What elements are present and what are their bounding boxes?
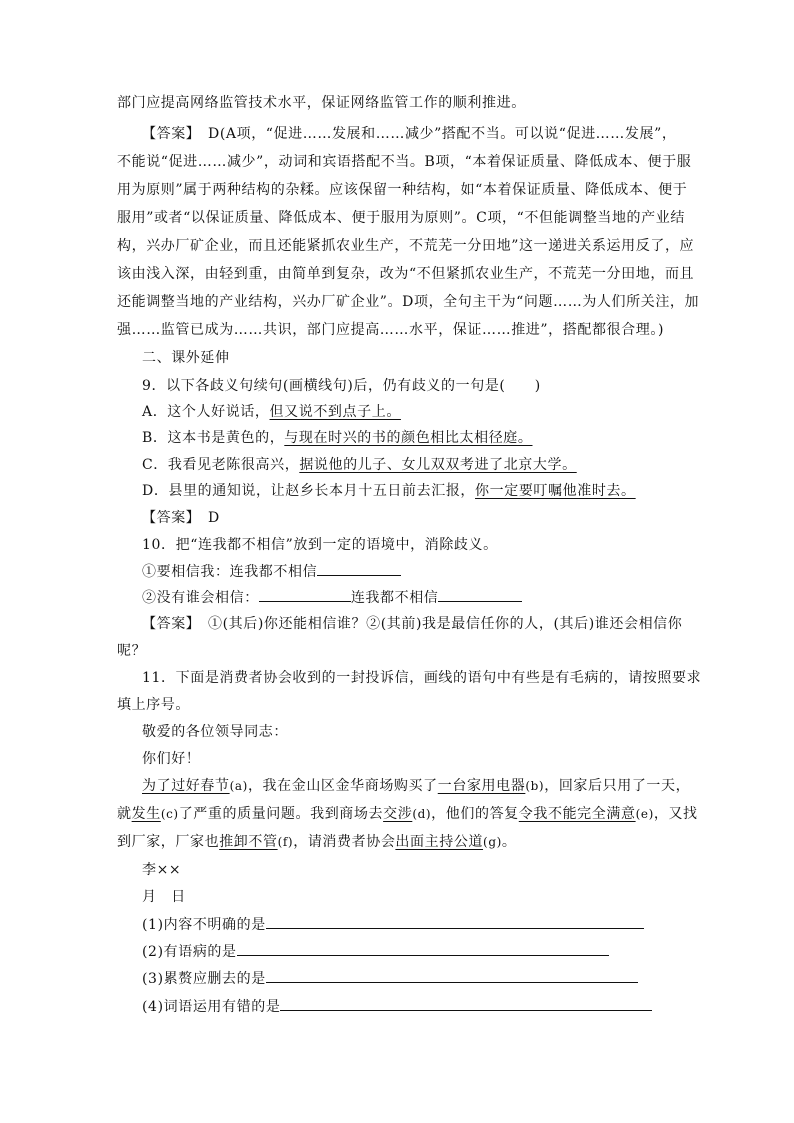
question-11-stem: 11．下面是消费者协会收到的一封投诉信，画线的语句中有些是有毛病的，请按照要求 — [142, 670, 702, 686]
underlined-phrase: 令我不能完全满意 — [518, 806, 636, 822]
answer-blank — [266, 914, 644, 929]
question-9-stem: 9．以下各歧义句续句(画横线句)后，仍有歧义的一句是( ) — [142, 378, 541, 394]
question-9-option-b: B．这本书是黄色的，与现在时兴的书的颜色相比太相径庭。 — [142, 430, 533, 446]
paragraph-continuation: 部门应提高网络监管技术水平，保证网络监管工作的顺利推进。 — [117, 95, 526, 111]
question-10-answer: 【答案】 ①(其后)你还能相信谁？②(其前)我是最信任你的人，(其后)谁还会相信你 — [142, 616, 683, 632]
phrase-marker: (d) — [412, 807, 432, 821]
underlined-phrase: 交涉 — [383, 806, 413, 822]
phrase-marker: (f) — [277, 835, 294, 849]
underlined-sentence: 与现在时兴的书的颜色相比太相径庭。 — [284, 430, 533, 446]
phrase-marker: (a) — [229, 779, 248, 793]
question-9-option-d: D．县里的通知说，让赵乡长本月十五日前去汇报，你一定要叮嘱他准时去。 — [142, 483, 636, 499]
letter-text: 。 — [501, 834, 517, 850]
letter-greeting: 你们好！ — [142, 751, 201, 767]
answer-8-line: 该由浅入深，由轻到重，由简单到复杂，改为“不但紧抓农业生产，不荒芜一分田地，而且 — [117, 266, 695, 282]
answer-blank — [266, 968, 638, 983]
answer-8-line: 不能说“促进……减少”，动词和宾语搭配不当。B项，“本着保证质量、降低成本、便于服 — [117, 154, 692, 170]
underlined-sentence: 你一定要叮嘱他准时去。 — [475, 483, 636, 499]
answer-blank — [280, 996, 652, 1011]
question-11-sub-4: (4)词语运用有错的是 — [142, 996, 652, 1017]
letter-text: 了严重的质量问题。我到商场去 — [178, 806, 384, 822]
answer-8-line: 用为原则”属于两种结构的杂糅。应该保留一种结构，如“本着保证质量、降低成本、便于 — [117, 182, 688, 198]
letter-text: ，回家后只用了一天， — [544, 778, 691, 794]
letter-text: ，我在金山区金华商场购买了 — [247, 778, 438, 794]
underlined-sentence: 据说他的儿子、女儿双双考进了北京大学。 — [299, 457, 577, 473]
underlined-phrase: 为了过好春节 — [142, 778, 230, 794]
question-9-option-c: C．我看见老陈很高兴，据说他的儿子、女儿双双考进了北京大学。 — [142, 457, 577, 473]
letter-text: ，他们的答复 — [431, 806, 519, 822]
letter-text: ，请消费者协会 — [293, 834, 396, 850]
phrase-marker: (b) — [525, 779, 545, 793]
underlined-phrase: 一台家用电器 — [437, 778, 526, 794]
underlined-phrase: 发生 — [131, 806, 161, 822]
phrase-marker: (g) — [483, 835, 502, 849]
underlined-sentence: 但又说不到点子上。 — [269, 404, 401, 420]
answer-blank — [237, 941, 609, 956]
letter-text: ，又找 — [653, 806, 698, 822]
underlined-phrase: 推卸不管 — [219, 834, 278, 850]
question-10-item-1: ①要相信我：连我都不相信 — [142, 561, 401, 582]
question-9-answer: 【答案】 D — [142, 510, 220, 526]
question-11-stem-cont: 填上序号。 — [117, 697, 190, 713]
letter-body-line — [117, 832, 517, 852]
letter-salutation: 敬爱的各位领导同志： — [142, 724, 288, 740]
question-11-sub-1: (1)内容不明确的是 — [142, 914, 644, 935]
question-10-stem: 10．把“连我都不相信”放到一定的语境中，消除歧义。 — [142, 537, 498, 553]
answer-8-line: 强……监管已成为……共识，部门应提高……水平，保证……推进”，搭配都很合理。) — [117, 322, 665, 338]
answer-8-line: 还能调整当地的产业结构，兴办厂矿企业”。D项，全句主干为“问题……为人们所关注，加 — [117, 294, 700, 310]
letter-body-line — [117, 804, 698, 824]
section-heading: 二、课外延伸 — [142, 350, 230, 366]
letter-signature: 李×× — [142, 862, 182, 878]
question-9-option-a: A．这个人好说话，但又说不到点子上。 — [142, 404, 401, 420]
question-10-item-2: ②没有谁会相信： 连我都不相信 — [142, 587, 522, 608]
letter-text: 就 — [117, 806, 132, 822]
question-11-sub-2: (2)有语病的是 — [142, 941, 609, 962]
question-11-sub-3: (3)累赘应删去的是 — [142, 968, 638, 989]
letter-body-line — [142, 776, 690, 796]
letter-date: 月 日 — [142, 889, 186, 905]
phrase-marker: (c) — [160, 807, 179, 821]
question-10-answer-cont: 呢？ — [117, 643, 147, 659]
phrase-marker: (e) — [635, 807, 654, 821]
letter-text: 到厂家，厂家也 — [117, 834, 220, 850]
answer-blank — [317, 561, 401, 576]
underlined-phrase: 出面主持公道 — [395, 834, 484, 850]
answer-8-line: 【答案】 D(A项，“促进……发展和……减少”搭配不当。可以说“促进……发展”， — [142, 126, 677, 142]
answer-8-line: 服用”或者“以保证质量、降低成本、便于服用为原则”。C项，“不但能调整当地的产业结 — [117, 210, 685, 226]
answer-blank — [438, 587, 522, 602]
answer-blank — [259, 587, 351, 602]
answer-8-line: 构，兴办厂矿企业，而且还能紧抓农业生产，不荒芜一分田地”这一递进关系运用反了，应 — [117, 238, 695, 254]
